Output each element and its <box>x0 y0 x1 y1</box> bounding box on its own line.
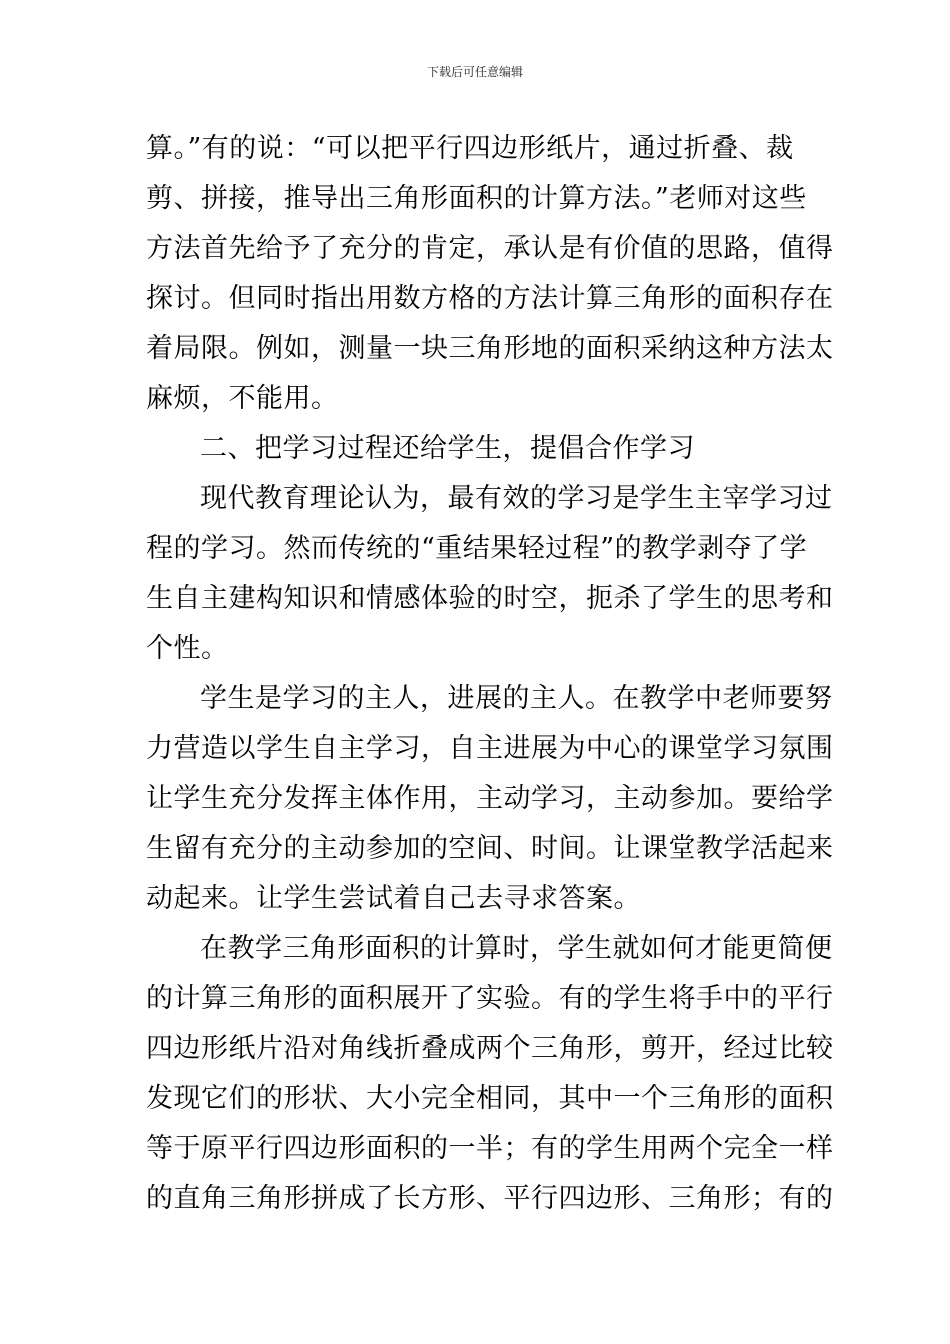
paragraph-line: 生留有充分的主动参加的空间、时间。让课堂教学活起来 <box>146 833 834 864</box>
paragraph-line: 个性。 <box>146 633 229 664</box>
paragraph-line: 着局限。例如，测量一块三角形地的面积采纳这种方法太 <box>146 333 834 364</box>
paragraph-line: 方法首先给予了充分的肯定，承认是有价值的思路，值得 <box>146 233 834 264</box>
paragraph-line: 四边形纸片沿对角线折叠成两个三角形，剪开，经过比较 <box>146 1033 834 1064</box>
paragraph-line: 力营造以学生自主学习，自主进展为中心的课堂学习氛围 <box>146 733 834 764</box>
paragraph-line: 的直角三角形拼成了长方形、平行四边形、三角形；有的 <box>146 1183 834 1214</box>
paragraph-line: 现代教育理论认为，最有效的学习是学生主宰学习过 <box>200 483 833 514</box>
paragraph-line: 探讨。但同时指出用数方格的方法计算三角形的面积存在 <box>146 283 834 314</box>
page-header: 下载后可任意编辑 <box>426 65 523 79</box>
paragraph-line: 算。”有的说：“可以把平行四边形纸片，通过折叠、裁 <box>146 133 794 164</box>
paragraph-line: 让学生充分发挥主体作用，主动学习，主动参加。要给学 <box>146 783 834 814</box>
paragraph-line: 等于原平行四边形面积的一半；有的学生用两个完全一样 <box>146 1133 834 1164</box>
section-heading: 二、把学习过程还给学生，提倡合作学习 <box>200 433 695 464</box>
paragraph-line: 的计算三角形的面积展开了实验。有的学生将手中的平行 <box>146 983 834 1014</box>
paragraph-line: 动起来。让学生尝试着自己去寻求答案。 <box>146 883 641 914</box>
paragraph-line: 程的学习。然而传统的“重结果轻过程”的教学剥夺了学 <box>146 533 808 564</box>
paragraph-line: 学生是学习的主人，进展的主人。在教学中老师要努 <box>200 683 833 714</box>
document-body <box>146 124 834 1224</box>
paragraph-line: 发现它们的形状、大小完全相同，其中一个三角形的面积 <box>146 1083 834 1114</box>
paragraph-line: 在教学三角形面积的计算时，学生就如何才能更简便 <box>200 933 833 964</box>
paragraph-line: 剪、拼接，推导出三角形面积的计算方法。”老师对这些 <box>146 183 807 214</box>
paragraph-line: 麻烦，不能用。 <box>146 383 339 414</box>
paragraph-line: 生自主建构知识和情感体验的时空，扼杀了学生的思考和 <box>146 583 834 614</box>
